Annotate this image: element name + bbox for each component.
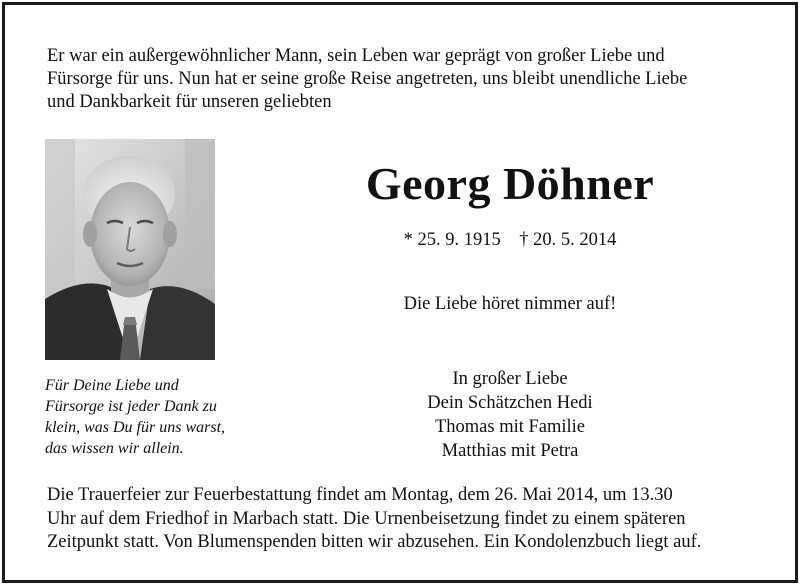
quote-line: das wissen wir allein. [45, 440, 184, 457]
intro-line: Fürsorge für uns. Nun hat er seine große Reise angetreten, uns bleibt unendliche Liebe [47, 69, 688, 89]
obituary-notice [2, 2, 798, 583]
intro-line: Er war ein außergewöhnlicher Mann, sein Leben war geprägt von großer Liebe und [47, 46, 665, 66]
death-date: † 20. 5. 2014 [519, 230, 617, 250]
quote-line: Für Deine Liebe und [45, 377, 179, 394]
intro-text [47, 45, 767, 114]
mourner-line: In großer Liebe [452, 369, 568, 389]
quote-line: klein, was Du für uns warst, [45, 419, 226, 436]
portrait-image [45, 139, 215, 360]
funeral-info [47, 484, 767, 555]
portrait-photo [45, 139, 215, 360]
mourner-line: Dein Schätzchen Hedi [427, 393, 593, 413]
motto: Die Liebe höret nimmer auf! [403, 294, 617, 314]
mourner-line: Thomas mit Familie [434, 417, 586, 437]
deceased-name: Georg Döhner [365, 158, 655, 209]
funeral-line: Die Trauerfeier zur Feuerbestattung findet am Montag, dem 26. Mai 2014, um 13.30 [47, 485, 673, 505]
mourner-line: Matthias mit Petra [441, 441, 579, 461]
mourners-list [385, 367, 635, 463]
funeral-line: Uhr auf dem Friedhof in Marbach statt. Die Urnenbeisetzung findet zu einem späteren [47, 508, 686, 529]
birth-date: * 25. 9. 1915 [403, 230, 501, 250]
quote-line: Fürsorge ist jeder Dank zu [45, 398, 217, 415]
memorial-quote [45, 375, 285, 459]
funeral-line: Zeitpunkt statt. Von Blumenspenden bitten wir abzusehen. Ein Kondolenzbuch liegt auf. [47, 532, 702, 552]
life-dates [335, 229, 685, 251]
intro-line: und Dankbarkeit für unseren geliebten [47, 92, 332, 112]
